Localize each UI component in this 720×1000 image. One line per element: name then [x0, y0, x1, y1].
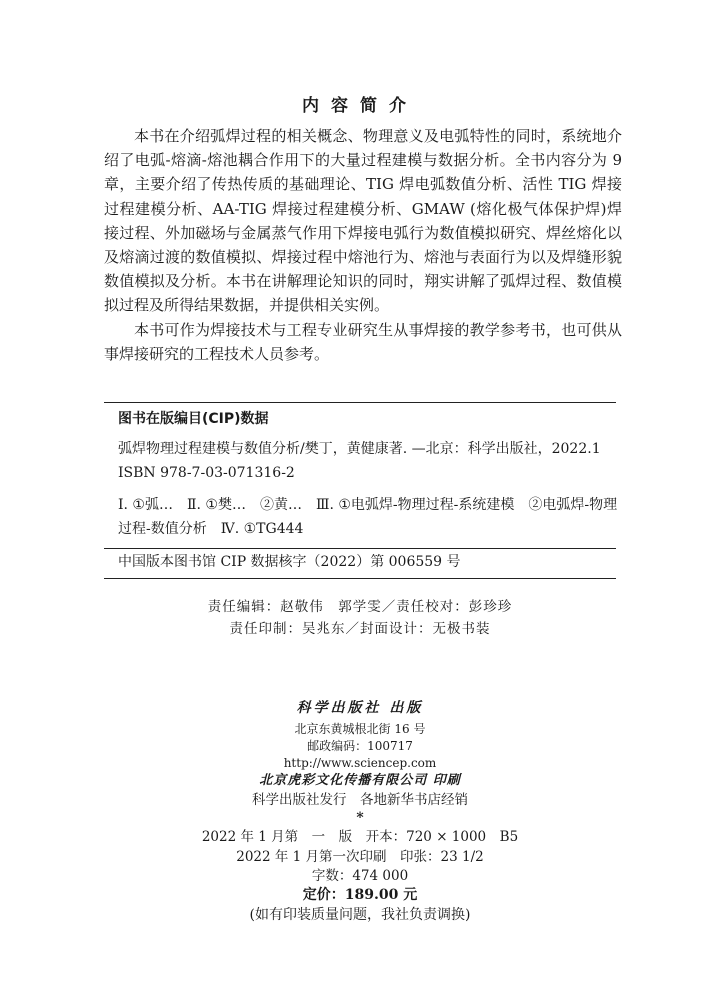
distribution-line: 科学出版社发行 各地新华书店经销 [252, 792, 468, 808]
intro-paragraph-2: 本书可作为焊接技术与工程专业研究生从事焊接的教学参考书，也可供从事焊接研究的工程技术人员参考。 [104, 320, 622, 363]
cip-mid-rule [104, 548, 616, 549]
publisher-website: http://www.sciencep.com [283, 756, 437, 770]
publisher-line: 科学出版社 出版 [296, 700, 424, 716]
refund-note: (如有印装质量问题，我社负责调换) [249, 907, 471, 923]
cip-isbn: ISBN 978-7-03-071316-2 [118, 465, 295, 481]
cip-record: 弧焊物理过程建模与数值分析/樊丁，黄健康著. —北京：科学出版社，2022.1 [118, 441, 601, 457]
cip-top-rule [104, 402, 616, 403]
price: 定价：189.00 元 [302, 887, 418, 903]
printing-line: 2022 年 1 月第一次印刷 印张：23 1/2 [236, 849, 484, 865]
cip-heading: 图书在版编目(CIP)数据 [118, 411, 269, 427]
editor-credits: 责任编辑：赵敬伟 郭学雯／责任校对：彭珍珍 [207, 599, 513, 615]
intro-title: 内容简介 [302, 96, 418, 116]
edition-line: 2022 年 1 月第 一 版 开本：720 × 1000 B5 [201, 829, 519, 845]
cip-classification: Ⅰ. ①弧… Ⅱ. ①樊… ②黄… Ⅲ. ①电弧焊-物理过程-系统建模 ②电弧焊-物理过程-数值分析 Ⅳ. ①TG444 [118, 497, 618, 537]
separator-star: * [356, 810, 364, 826]
cip-bottom-rule [104, 578, 616, 579]
word-count: 字数：474 000 [311, 868, 409, 884]
cip-number: 中国版本图书馆 CIP 数据核字（2022）第 006559 号 [118, 554, 461, 570]
publisher-address: 北京东黄城根北街 16 号 [294, 722, 426, 736]
intro-body [104, 124, 622, 366]
publisher-postcode: 邮政编码：100717 [307, 739, 413, 753]
print-design-credits: 责任印制：吴兆东／封面设计：无极书装 [229, 621, 491, 637]
printer-line: 北京虎彩文化传播有限公司 印刷 [259, 773, 461, 788]
intro-paragraph-1: 本书在介绍弧焊过程的相关概念、物理意义及电弧特性的同时，系统地介绍了电弧-熔滴-熔池耦合作用下的大量过程建模与数据分析。全书内容分为 9 章，主要介绍了传热传质的基础理论、TIG 焊电弧数值分析、活性 TIG 焊接过程建模分析、AA-TIG 焊接过程建模分析、GMAW (熔化极气体保护焊)焊接过程、外加磁场与金属蒸气作用下焊接电弧行为数值模拟研究、焊丝熔化以及熔滴过渡的数值模拟、焊接过程中熔池行为、熔池与表面行为以及焊缝形貌数值模拟及分析。本书在讲解理论知识的同时，翔实讲解了弧焊过程、数值模拟过程及所得结果数据，并提供相关实例。 [104, 127, 622, 315]
